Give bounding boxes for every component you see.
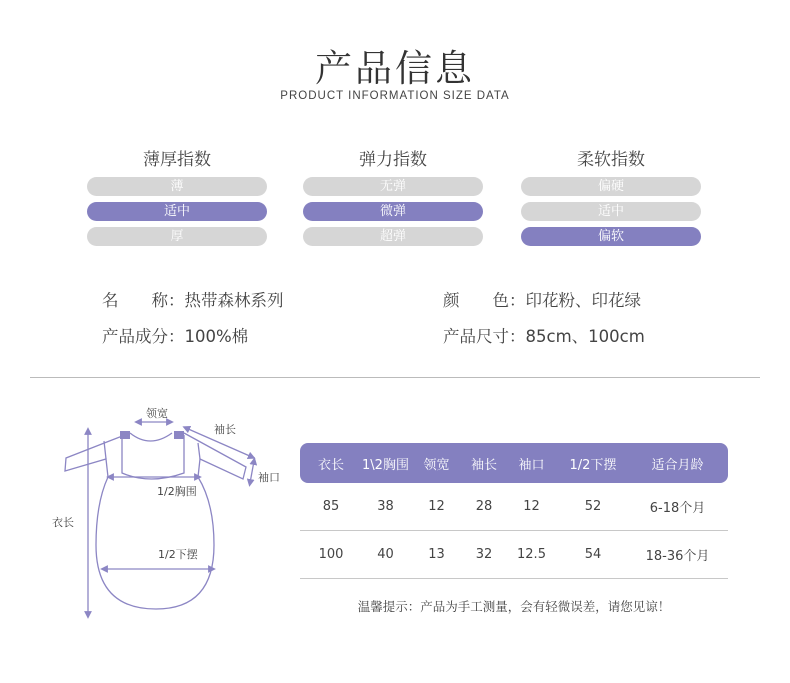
index-label: 薄厚指数 bbox=[143, 150, 211, 170]
page-subtitle: PRODUCT INFORMATION SIZE DATA bbox=[280, 90, 510, 102]
length-label: 衣长 bbox=[52, 516, 74, 529]
product-size: 产品尺寸：85cm、100cm bbox=[443, 327, 645, 346]
cuff-label: 袖口 bbox=[258, 471, 280, 484]
table-cell: 12 bbox=[523, 499, 540, 514]
table-cell: 40 bbox=[377, 547, 394, 562]
index-option: 偏硬 bbox=[521, 177, 701, 196]
half-hem-label: 1/2下摆 bbox=[158, 548, 198, 561]
index-option: 厚 bbox=[87, 227, 267, 246]
index-label: 弹力指数 bbox=[359, 150, 427, 170]
table-cell: 54 bbox=[584, 547, 602, 562]
softness-index bbox=[521, 145, 701, 246]
table-cell: 28 bbox=[475, 499, 493, 514]
sleeping-bag-diagram bbox=[0, 395, 300, 635]
header-cell: 袖口 bbox=[518, 457, 545, 473]
index-option-active: 适中 bbox=[87, 202, 267, 221]
index-label: 柔软指数 bbox=[577, 150, 645, 170]
table-header bbox=[300, 443, 728, 483]
table-cell: 85 bbox=[322, 499, 340, 514]
header-cell: 1\2胸围 bbox=[362, 457, 409, 473]
table-cell: 6-18个月 bbox=[649, 501, 706, 516]
index-option-active: 偏软 bbox=[521, 227, 701, 246]
half-chest-label: 1/2胸围 bbox=[157, 485, 197, 498]
table-cell: 13 bbox=[428, 547, 445, 562]
section-divider bbox=[30, 377, 760, 378]
index-option: 适中 bbox=[521, 202, 701, 221]
garment-outline bbox=[65, 433, 246, 609]
thickness-index bbox=[87, 145, 267, 246]
product-material: 产品成分：100%棉 bbox=[102, 327, 249, 346]
page-title: 产品信息 bbox=[315, 47, 475, 90]
index-option: 无弹 bbox=[303, 177, 483, 196]
size-table bbox=[300, 443, 728, 579]
product-name: 名 称：热带森林系列 bbox=[102, 291, 284, 310]
index-option: 薄 bbox=[87, 177, 267, 196]
table-cell: 100 bbox=[318, 547, 344, 562]
index-option-active: 微弹 bbox=[303, 202, 483, 221]
measurement-tip: 温馨提示：产品为手工测量，会有轻微误差，请您见谅！ bbox=[357, 599, 671, 614]
measure-lines bbox=[88, 422, 254, 615]
table-cell: 18-36个月 bbox=[645, 549, 710, 564]
header-cell: 适合月龄 bbox=[651, 457, 704, 473]
header-cell: 领宽 bbox=[423, 457, 450, 473]
header-cell: 袖长 bbox=[470, 457, 497, 473]
table-cell: 12.5 bbox=[517, 547, 546, 562]
table-cell: 52 bbox=[584, 499, 602, 514]
index-option: 超弹 bbox=[303, 227, 483, 246]
shoulder-mark bbox=[174, 431, 184, 439]
table-cell: 38 bbox=[377, 499, 394, 514]
sleeve-length-label: 袖长 bbox=[214, 423, 236, 436]
table-row bbox=[300, 531, 728, 579]
product-color: 颜 色：印花粉、印花绿 bbox=[443, 291, 641, 310]
table-row bbox=[300, 483, 728, 531]
header-cell: 衣长 bbox=[317, 457, 344, 473]
header-cell: 1/2下摆 bbox=[569, 457, 617, 473]
shoulder-mark bbox=[120, 431, 130, 439]
collar-label: 领宽 bbox=[146, 407, 168, 420]
table-cell: 12 bbox=[428, 499, 445, 514]
table-cell: 32 bbox=[475, 547, 493, 562]
elasticity-index bbox=[303, 145, 483, 246]
